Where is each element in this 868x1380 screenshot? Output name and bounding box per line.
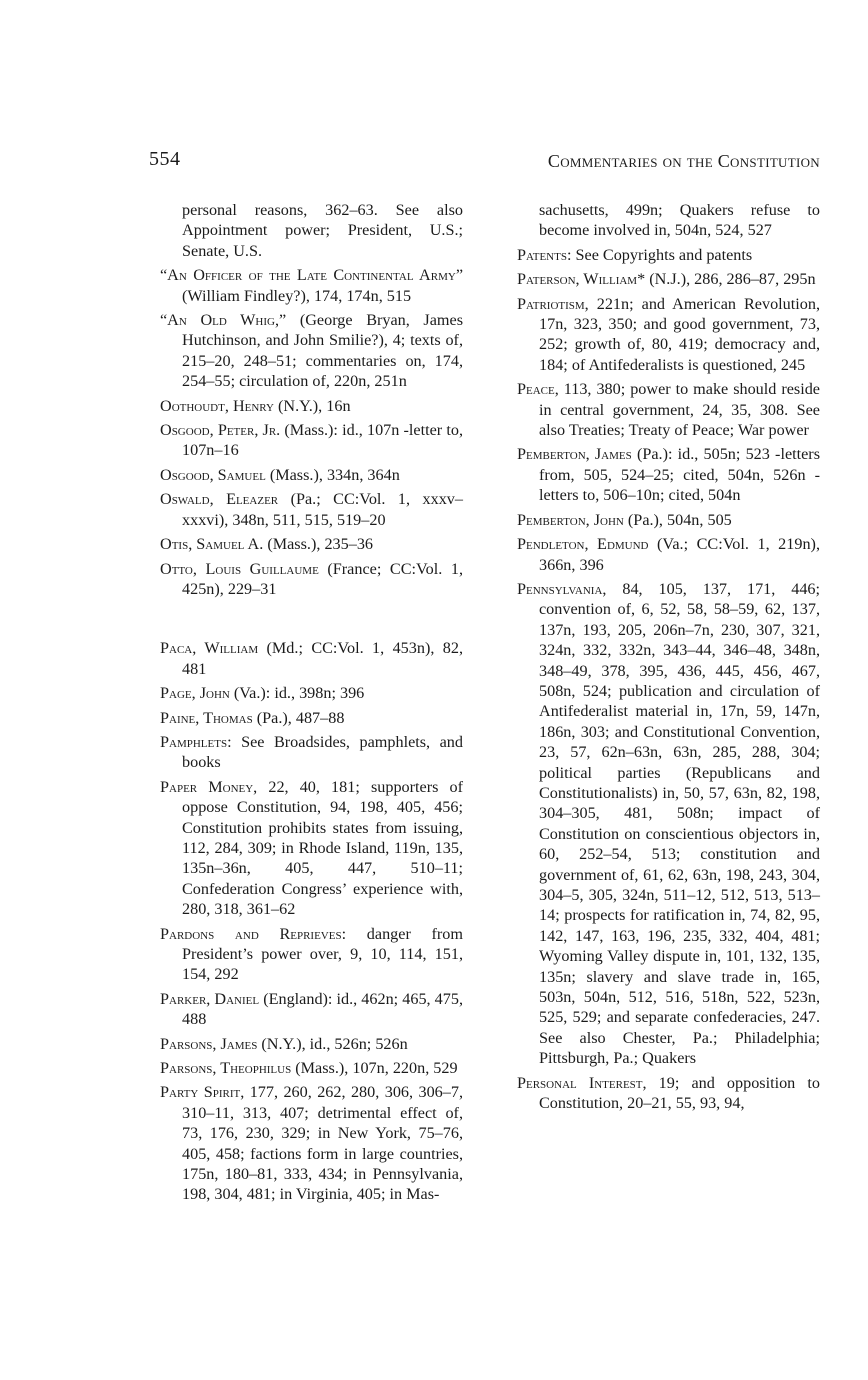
index-headword: Paca, William (160, 639, 259, 658)
index-entry (517, 579, 820, 1069)
index-headword: Pemberton, James (517, 445, 632, 464)
index-entry (160, 310, 463, 392)
index-headword: Parsons, James (160, 1034, 258, 1053)
index-entry-text: sachusetts, 499n; Quakers refuse to become involved in, 504n, 524, 527 (539, 201, 820, 240)
index-column-left (160, 200, 463, 1209)
index-headword: Osgood, Peter, Jr. (160, 421, 281, 440)
index-entry (517, 1073, 820, 1114)
index-column-right (517, 200, 820, 1117)
index-headword: Paine, Thomas (160, 708, 253, 727)
index-headword: “An Old Whig,” (160, 311, 287, 330)
index-entry-text: (William Findley?), 174, 174n, 515 (182, 286, 412, 305)
index-entry (160, 1082, 463, 1204)
index-headword: Personal Interest, (517, 1073, 647, 1092)
index-entry-text: (George Bryan, James Hutchinson, and John Smilie?), 4; texts of, 215–20, 248–51; commentaries on, 174, 254–55; circulation of, 220n, 251n (182, 311, 463, 391)
index-entry-text: (Va.; CC:Vol. 1, 219n), 366n, 396 (539, 535, 820, 574)
index-entry (160, 559, 463, 600)
index-entry-text: 22, 40, 181; supporters of oppose Constitution, 94, 198, 405, 456; Constitution prohibits states from issuing, 112, 284, 309; in Rhode Island, 119n, 135, 135n–36n, 405, 447, 510–11; Confederation Congress’ experience with, 280, 318, 361–62 (182, 777, 463, 919)
index-entry-text: (Md.; CC:Vol. 1, 453n), 82, 481 (182, 639, 463, 678)
index-entry (160, 465, 463, 485)
index-entry (160, 683, 463, 703)
index-entry (160, 534, 463, 554)
index-headword: Patents: (517, 245, 572, 264)
index-entry-text: (Pa.), 504n, 505 (623, 510, 732, 529)
index-entry (160, 732, 463, 773)
index-headword: Paterson, William* (517, 270, 646, 289)
index-entry (517, 444, 820, 505)
index-headword: Otis, Samuel A. (160, 535, 264, 554)
index-entry-text: 221n; and American Revolution, 17n, 323, 350; and good government, 73, 252; growth of, 80, 419; democracy and, 184; of Antifederalists is questioned, 245 (539, 294, 820, 374)
index-entry (160, 777, 463, 920)
index-headword: Patriotism, (517, 294, 589, 313)
index-entry-text: (Pa.; CC:Vol. 1, xxxv–xxxvi), 348n, 511, 515, 519–20 (182, 490, 463, 529)
index-headword: Oswald, Eleazer (160, 490, 279, 509)
index-entry-text: (Mass.), 334n, 364n (265, 465, 400, 484)
index-headword: Pendleton, Edmund (517, 535, 649, 554)
index-headword: Page, John (160, 684, 230, 703)
index-entry-text: (Va.): id., 398n; 396 (229, 684, 365, 703)
index-entry (160, 489, 463, 530)
index-entry-text: danger from President’s power over, 9, 10, 114, 151, 154, 292 (182, 924, 463, 984)
index-entry-text: (N.Y.), id., 526n; 526n (257, 1034, 408, 1053)
index-entry (160, 924, 463, 985)
index-entry-text: (Mass.), 235–36 (263, 535, 374, 554)
index-entry (517, 534, 820, 575)
index-entry-text: 19; and opposition to Constitution, 20–21, 55, 93, 94, (539, 1073, 820, 1113)
index-entry (160, 1058, 463, 1078)
index-headword: Party Spirit, (160, 1083, 245, 1102)
index-entry (517, 379, 820, 440)
index-entry (517, 269, 820, 289)
index-entry-text: (Pa.): id., 505n; 523 -letters from, 505, 524–25; cited, 504n, 526n -letters to, 506–10n; cited, 504n (539, 445, 820, 505)
index-entry-text: (Pa.), 487–88 (252, 708, 345, 727)
index-entry (160, 708, 463, 728)
index-headword: Pemberton, John (517, 510, 624, 529)
index-entry-text: See Copyrights and patents (571, 245, 753, 264)
running-head: Commentaries on the Constitution (547, 151, 820, 171)
index-entry-text: (France; CC:Vol. 1, 425n), 229–31 (182, 559, 463, 598)
index-entry-text: 84, 105, 137, 171, 446; convention of, 6, 52, 58, 58–59, 62, 137, 137n, 193, 205, 206n–7n, 230, 307, 321, 324n, 332, 332n, 343–44, 346–48, 348n, 348–49, 378, 395, 436, 445, 456, 467, 508n, 524; publication and circulation of Antifederalist material in, 17n, 59, 147n, 186n, 303; and Constitutional Convention, 23, 57, 62n–63n, 63n, 285, 288, 304; political parties (Republicans and Constitutionalists) in, 50, 57, 63n, 82, 198, 304–305, 481, 508n; impact of Constitution on conscientious objectors in, 60, 252–54, 513; constitution and government of, 61, 62, 63n, 198, 243, 304, 304–5, 305, 324n, 511–12, 512, 513, 513–14; prospects for ratification in, 74, 82, 95, 142, 147, 163, 196, 235, 332, 404, 481; Wyoming Valley dispute in, 101, 132, 135, 135n; slavery and slave trade in, 165, 503n, 504n, 512, 516, 518n, 522, 523n, 525, 529; and separate confederacies, 247. See also Chester, Pa.; Philadelphia; Pittsburgh, Pa.; Quakers (539, 579, 820, 1068)
index-headword: Otto, Louis Guillaume (160, 559, 319, 578)
index-entry (160, 200, 463, 261)
index-headword: Parker, Daniel (160, 989, 260, 1008)
index-entry-text: (Mass.), 107n, 220n, 529 (291, 1059, 458, 1078)
index-headword: Pamphlets: (160, 732, 232, 751)
index-entry-text: See Broadsides, pamphlets, and books (182, 732, 463, 772)
index-entry (160, 1034, 463, 1054)
index-entry-text: (N.Y.), 16n (273, 396, 351, 415)
index-entry-text: 177, 260, 262, 280, 306, 306–7, 310–11, 313, 407; detrimental effect of, 73, 176, 230, 329; in New York, 75–76, 405, 458; factions form in large countries, 175n, 180–81, 333, 434; in Pennsylvania, 198, 304, 481; in Virginia, 405; in Mas- (182, 1083, 463, 1204)
index-entry (517, 245, 820, 265)
index-headword: Paper Money, (160, 777, 258, 796)
index-headword: Osgood, Samuel (160, 465, 266, 484)
index-entry (160, 638, 463, 679)
index-entry-text: 113, 380; power to make should reside in central government, 24, 35, 308. See also Treaties; Treaty of Peace; War power (539, 380, 820, 440)
index-headword: Parsons, Theophilus (160, 1059, 292, 1078)
index-entry-text: (England): id., 462n; 465, 475, 488 (182, 989, 464, 1029)
index-entry-text: (N.J.), 286, 286–87, 295n (645, 270, 816, 289)
index-entry (517, 294, 820, 376)
index-entry-text: (Mass.): id., 107n -letter to, 107n–16 (182, 421, 464, 460)
page-number: 554 (149, 148, 181, 170)
index-entry (160, 420, 463, 461)
index-headword: Pennsylvania, (517, 579, 607, 598)
index-entry (160, 396, 463, 416)
index-entry (160, 989, 463, 1030)
index-entry (517, 200, 820, 241)
index-headword: Oothoudt, Henry (160, 396, 274, 415)
index-headword: Pardons and Reprieves: (160, 924, 347, 943)
index-headword: “An Officer of the Late Continental Army” (160, 266, 463, 285)
index-headword: Peace, (517, 380, 559, 399)
index-entry (517, 510, 820, 530)
index-entry-text: personal reasons, 362–63. See also Appointment power; President, U.S.; Senate, U.S. (182, 201, 463, 260)
index-entry (160, 265, 463, 306)
